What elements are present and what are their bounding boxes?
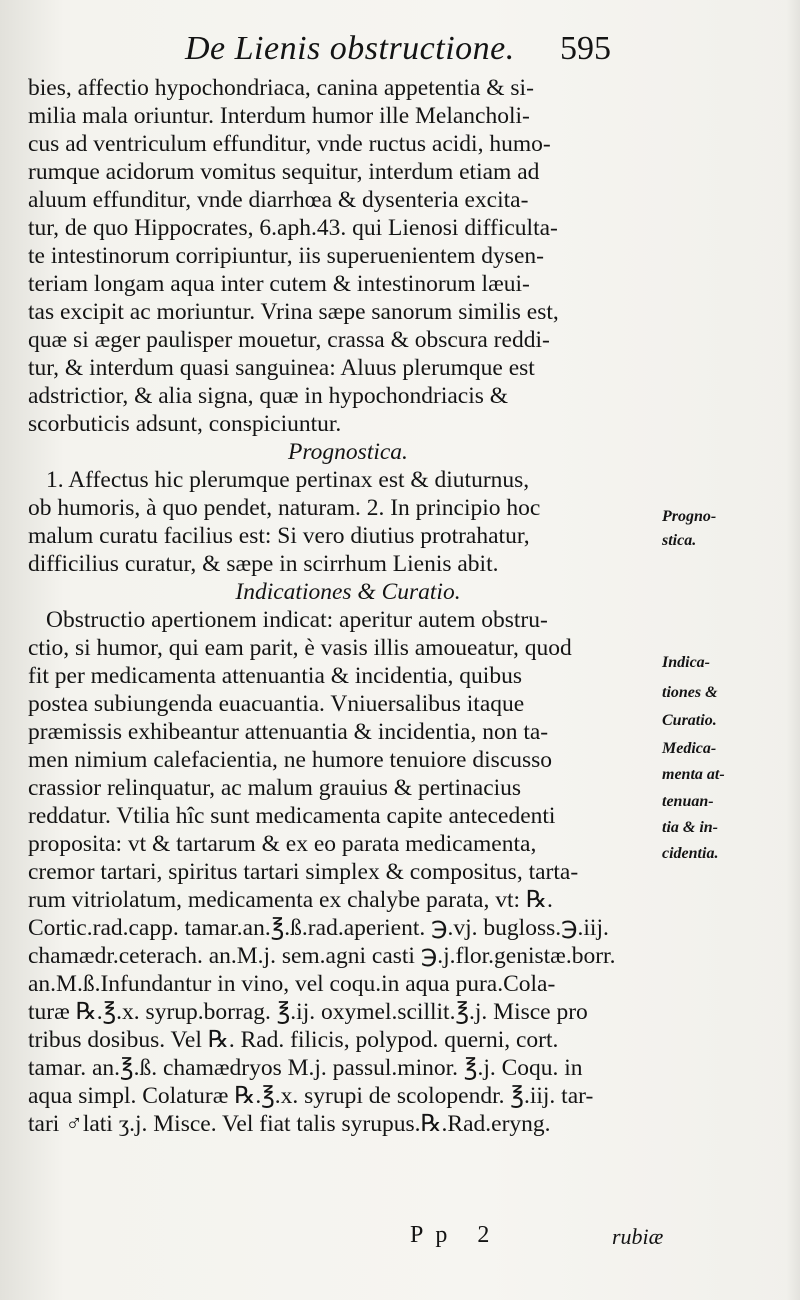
text-line: cus ad ventriculum effunditur, vnde ructus acidi, humo-: [28, 131, 551, 157]
text-line: rumque acidorum vomitus sequitur, interdum etiam ad: [28, 159, 540, 185]
text-line: an.M.ß.Infundantur in vino, vel coqu.in aqua pura.Cola-: [28, 971, 556, 997]
catchword: rubiæ: [612, 1224, 664, 1249]
text-line: tribus dosibus. Vel ℞. Rad. filicis, polypod. querni, cort.: [28, 1027, 559, 1053]
text-line: aluum effunditur, vnde diarrhœa & dysenteria excita-: [28, 187, 529, 213]
text-line: quæ si æger paulisper mouetur, crassa & obscura reddi-: [28, 327, 550, 353]
text-line: tur, de quo Hippocrates, 6.aph.43. qui Lienosi difficulta-: [28, 215, 558, 241]
text-line: ctio, si humor, qui eam parit, è vasis illis amoueatur, quod: [28, 635, 572, 661]
margin-note: Indica-: [662, 654, 710, 671]
text-line: milia mala oriuntur. Interdum humor ille Melancholi-: [28, 103, 530, 129]
text-line: malum curatu facilius est: Si vero diutius protrahatur,: [28, 523, 530, 549]
text-line: fit per medicamenta attenuantia & incidentia, quibus: [28, 663, 522, 689]
signature-mark: Pp 2: [410, 1222, 502, 1248]
text-line: aqua simpl. Colaturæ ℞.℥.x. syrupi de scolopendr. ℥.iij. tar-: [28, 1083, 594, 1109]
running-title: De Lienis obstructione.: [185, 30, 515, 67]
section-heading-prognostica: Prognostica.: [288, 439, 408, 465]
text-line: rum vitriolatum, medicamenta ex chalybe parata, vt: ℞.: [28, 887, 553, 913]
text-line: proposita: vt & tartarum & ex eo parata medicamenta,: [28, 831, 537, 857]
page-footer: [0, 1222, 800, 1262]
text-line: Cortic.rad.capp. tamar.an.℥.ß.rad.aperient. ℈.vj. bugloss.℈.iij.: [28, 915, 609, 941]
text-line: difficilius curatur, & sæpe in scirrhum Lienis abit.: [28, 551, 499, 577]
text-line: cremor tartari, spiritus tartari simplex & compositus, tarta-: [28, 859, 579, 885]
text-line: men nimium calefacientia, ne humore tenuiore discusso: [28, 747, 553, 773]
margin-note: tiones &: [662, 684, 718, 701]
margin-note: cidentia.: [662, 845, 719, 862]
text-line: tur, & interdum quasi sanguinea: Aluus plerumque est: [28, 355, 535, 381]
text-line: tamar. an.℥.ß. chamædryos M.j. passul.minor. ℥.j. Coqu. in: [28, 1055, 583, 1081]
running-head: [0, 22, 800, 72]
text-line: tari ♂lati ʒ.j. Misce. Vel fiat talis syrupus.℞.Rad.eryng.: [28, 1111, 551, 1137]
page-edge-shadow: [786, 0, 800, 1300]
page-number: 595: [560, 30, 611, 67]
text-line: adstrictior, & alia signa, quæ in hypochondriacis &: [28, 383, 509, 409]
text-line: bies, affectio hypochondriaca, canina appetentia & si-: [28, 75, 534, 101]
margin-note: tenuan-: [662, 793, 714, 810]
text-line: tas excipit ac moriuntur. Vrina sæpe sanorum similis est,: [28, 299, 559, 325]
text-line: Obstructio apertionem indicat: aperitur autem obstru-: [46, 607, 548, 633]
section-heading-indicationes: Indicationes & Curatio.: [235, 579, 461, 605]
margin-note: menta at-: [662, 766, 725, 783]
text-line: præmissis exhibeantur attenuantia & incidentia, non ta-: [28, 719, 549, 745]
text-line: ob humoris, à quo pendet, naturam. 2. In principio hoc: [28, 495, 541, 521]
margin-note: stica.: [662, 532, 697, 549]
margin-note: Curatio.: [662, 712, 717, 729]
margin-note: tia & in-: [662, 819, 719, 836]
text-line: postea subiungenda euacuantia. Vniuersalibus itaque: [28, 691, 525, 717]
text-line: te intestinorum corripiuntur, iis superuenientem dysen-: [28, 243, 544, 269]
margin-note: Medica-: [662, 740, 717, 757]
text-line: scorbuticis adsunt, conspiciuntur.: [28, 411, 342, 437]
text-line: 1. Affectus hic plerumque pertinax est & diuturnus,: [46, 467, 530, 493]
main-text-block: [28, 74, 668, 1138]
text-line: reddatur. Vtilia hîc sunt medicamenta capite antecedenti: [28, 803, 556, 829]
margin-note: Progno-: [662, 508, 717, 525]
text-line: chamædr.ceterach. an.M.j. sem.agni casti ℈.j.flor.genistæ.borr.: [28, 943, 616, 969]
text-line: turæ ℞.℥.x. syrup.borrag. ℥.ij. oxymel.scillit.℥.j. Misce pro: [28, 999, 588, 1025]
text-line: teriam longam aqua inter cutem & intestinorum læui-: [28, 271, 530, 297]
text-line: crassior relinquatur, ac malum grauius & pertinacius: [28, 775, 522, 801]
